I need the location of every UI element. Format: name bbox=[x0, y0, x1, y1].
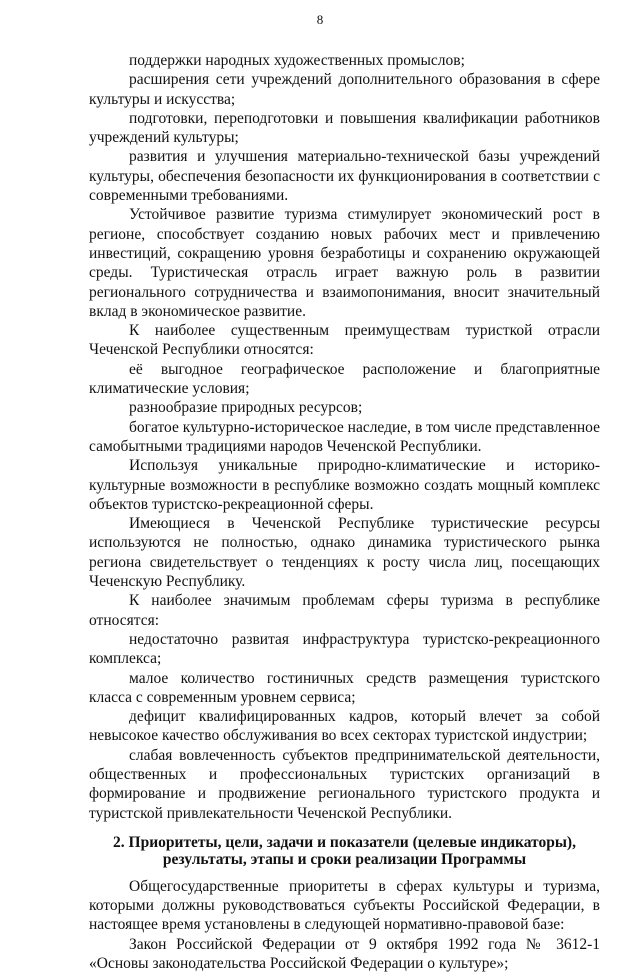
section-heading bbox=[89, 834, 600, 868]
paragraph: расширения сети учреждений дополнительного образования в сфере культуры и искусства; bbox=[89, 71, 600, 108]
paragraph: К наиболее значимым проблемам сферы туризма в республике относятся: bbox=[89, 592, 600, 629]
paragraph: недостаточно развитая инфраструктура туристско-рекреационного комплекса; bbox=[89, 630, 600, 668]
paragraph: Устойчивое развитие туризма стимулирует экономический рост в регионе, способствует созданию новых рабочих мест и привлечению инвестиций, сокращению уровня безработицы и сохранению окружающей среды. Туристическая отрасль играет важную роль в развитии регионального сотрудничества и взаимопонимания, вносит значительный вклад в экономическое развитие. bbox=[89, 206, 600, 320]
paragraph: развития и улучшения материально-технической базы учреждений культуры, обеспечения безопасности их функционирования в соответствии с современными требованиями. bbox=[89, 148, 600, 205]
paragraph: подготовки, переподготовки и повышения квалификации работников учреждений культуры; bbox=[89, 109, 600, 147]
paragraph: К наиболее существенным преимуществам туристкой отрасли Чеченской Республики относятся: bbox=[89, 322, 600, 359]
paragraph: Используя уникальные природно-климатические и историко-культурные возможности в республике возможно создать мощный комплекс объектов туристско-рекреационной сферы. bbox=[89, 457, 600, 513]
paragraph: её выгодное географическое расположение и благоприятные климатические условия; bbox=[89, 360, 600, 398]
section-heading-line: 2. Приоритеты, цели, задачи и показатели (целевые индикаторы), bbox=[113, 833, 576, 851]
section-heading-line: результаты, этапы и сроки реализации Программы bbox=[162, 850, 527, 868]
paragraph: Имеющиеся в Чеченской Республике туристические ресурсы используются не полностью, однако динамика туристического рынка региона свидетельствует о тенденциях к росту числа лиц, посещающих Чеченскую Республику. bbox=[89, 515, 600, 591]
paragraph: малое количество гостиничных средств размещения туристского класса с современным уровнем сервиса; bbox=[89, 669, 600, 706]
paragraph: Закон Российской Федерации от 9 октября 1992 года № 3612-1 «Основы законодательства Российской Федерации о культуре»; bbox=[89, 935, 600, 973]
paragraph: дефицит квалифицированных кадров, который влечет за собой невысокое качество обслуживания во всех секторах туристской индустрии; bbox=[89, 708, 600, 745]
paragraph: разнообразие природных ресурсов; bbox=[129, 399, 363, 417]
page-number: 8 bbox=[316, 12, 324, 27]
paragraph: Общегосударственные приоритеты в сферах культуры и туризма, которыми должны руководствоваться субъекты Российской Федерации, в настоящее время установлены в следующей нормативно-правовой базе: bbox=[89, 877, 600, 934]
paragraph: богатое культурно-историческое наследие, в том числе представленное самобытными традициями народов Чеченской Республики. bbox=[89, 418, 600, 455]
document-body bbox=[89, 51, 600, 973]
paragraph: поддержки народных художественных промыслов; bbox=[129, 52, 465, 69]
paragraph: слабая вовлеченность субъектов предпринимательской деятельности, общественных и профессиональных туристских организаций в формирование и продвижение регионального туристского продукта и туристской привлекательности Чеченской Республики. bbox=[89, 746, 600, 822]
